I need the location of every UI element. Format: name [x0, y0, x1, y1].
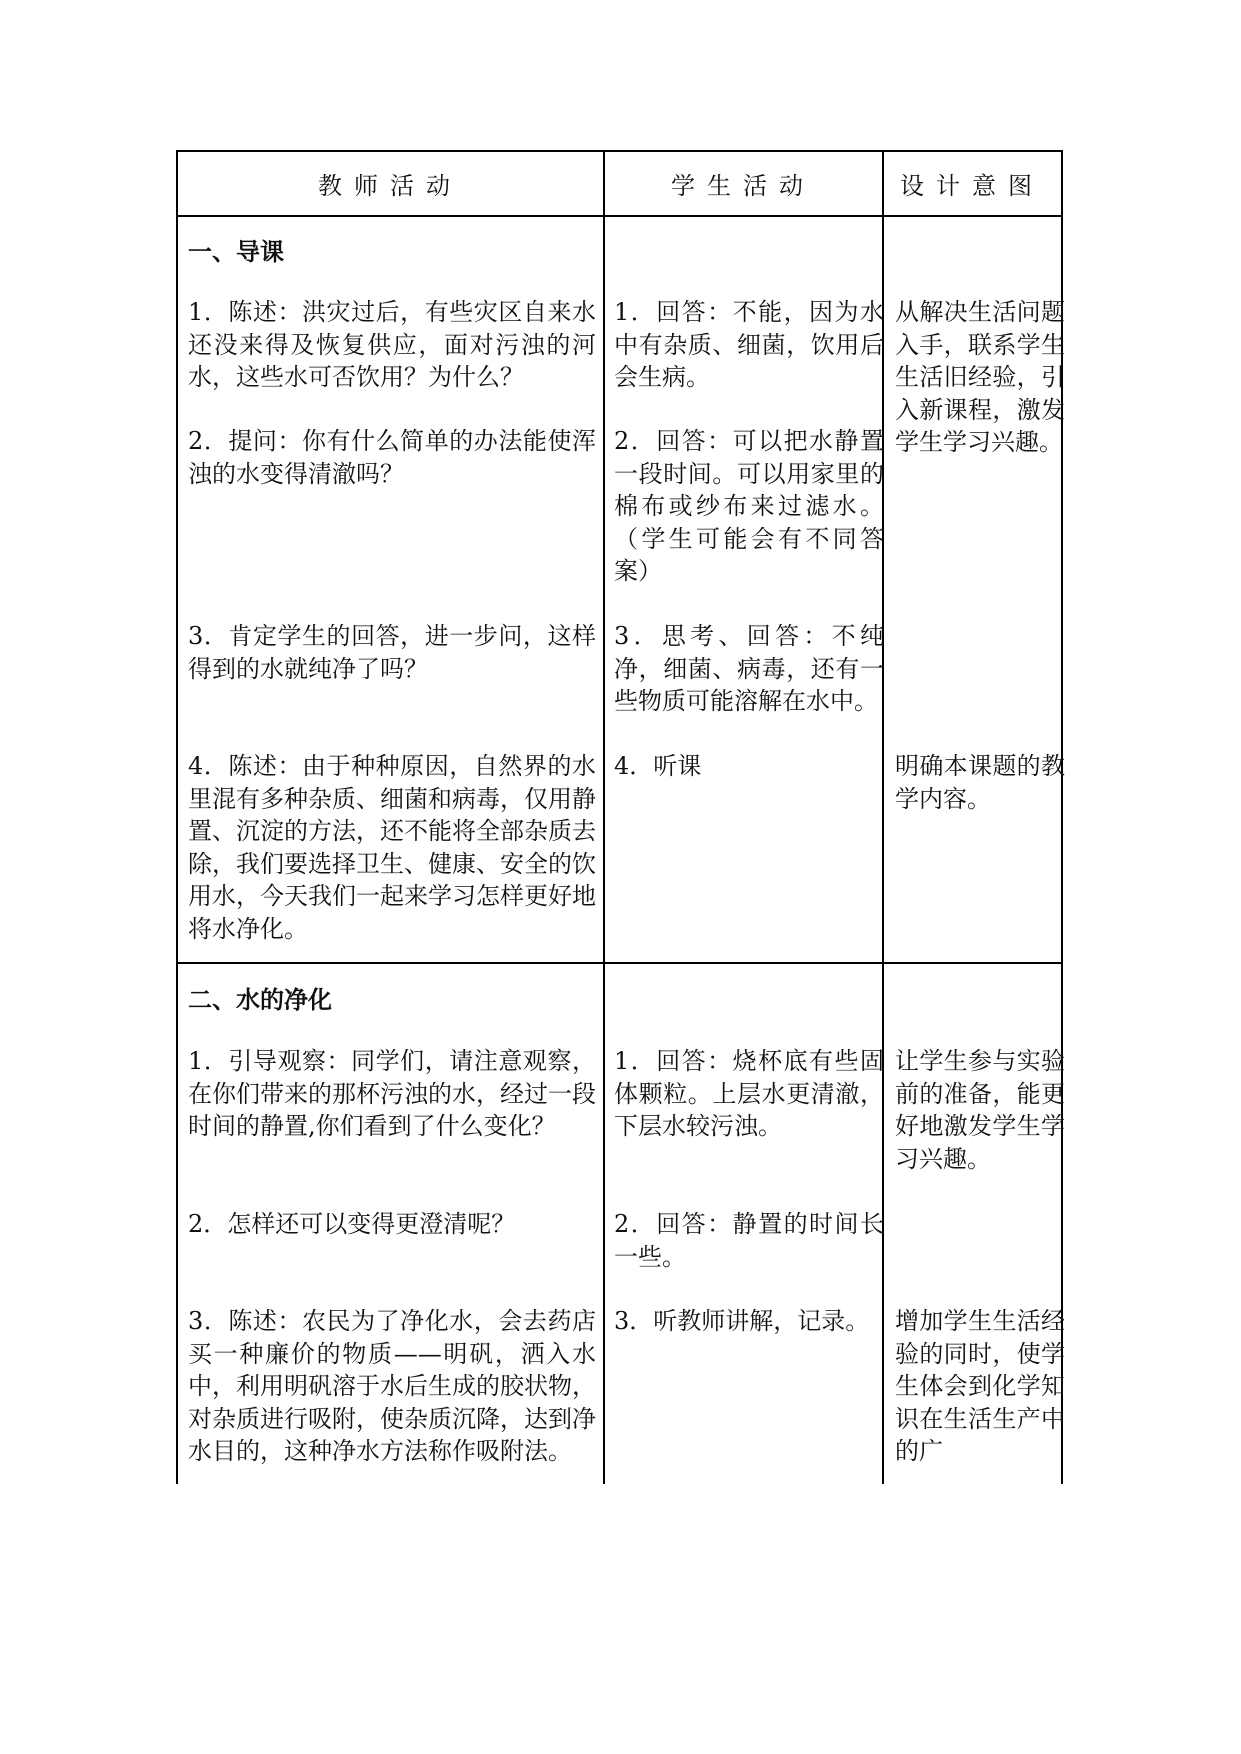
teacher-activity: 3．陈述：农民为了净化水，会去药店买一种廉价的物质——明矾，洒入水中，利用明矾溶于水后生成的胶状物，对杂质进行吸附，使杂质沉降，达到净水目的，这种净水方法称作吸附法。 — [188, 1307, 596, 1465]
student-activity: 2．回答：静置的时间长一些。 — [614, 1210, 884, 1271]
teacher-activity: 2．提问：你有什么简单的办法能使浑浊的水变得清澈吗？ — [188, 427, 596, 488]
section-title: 二、水的净化 — [188, 986, 332, 1014]
student-activity: 3．思考、回答：不纯净，细菌、病毒，还有一些物质可能溶解在水中。 — [614, 622, 884, 715]
teacher-activity: 1．陈述：洪灾过后，有些灾区自来水还没来得及恢复供应，面对污浊的河水，这些水可否饮用？为什么？ — [188, 298, 596, 391]
teacher-activity: 1．引导观察：同学们，请注意观察，在你们带来的那杯污浊的水，经过一段时间的静置,你们看到了什么变化？ — [188, 1047, 596, 1140]
design-intent: 从解决生活问题入手，联系学生生活旧经验，引入新课程，激发学生学习兴趣。 — [895, 298, 1065, 456]
table-border-section — [176, 962, 1062, 964]
student-activity: 3．听教师讲解，记录。 — [614, 1307, 870, 1335]
design-intent: 明确本课题的教学内容。 — [895, 752, 1065, 813]
design-intent: 增加学生生活经验的同时，使学生体会到化学知识在生活生产中的广 — [895, 1307, 1065, 1465]
design-intent: 让学生参与实验前的准备，能更好地激发学生学习兴趣。 — [895, 1047, 1065, 1173]
teacher-activity: 4．陈述：由于种种原因，自然界的水里混有多种杂质、细菌和病毒，仅用静置、沉淀的方法，还不能将全部杂质去除，我们要选择卫生、健康、安全的饮用水，今天我们一起来学习怎样更好地将水净化。 — [188, 752, 596, 943]
teacher-activity: 2．怎样还可以变得更澄清呢？ — [188, 1210, 516, 1238]
table-border-left — [176, 150, 178, 1484]
student-activity: 1．回答：烧杯底有些固体颗粒。上层水更清澈，下层水较污浊。 — [614, 1047, 884, 1140]
student-activity: 1．回答：不能，因为水中有杂质、细菌，饮用后会生病。 — [614, 298, 884, 391]
table-border-col1 — [603, 150, 605, 1484]
header-teacher-activity: 教师活动 — [318, 171, 462, 200]
student-activity: 4．听课 — [614, 752, 702, 780]
header-design-intent: 设计意图 — [900, 171, 1044, 200]
student-activity: 2．回答：可以把水静置一段时间。可以用家里的棉布或纱布来过滤水。（学生可能会有不同答案） — [614, 427, 884, 585]
teacher-activity: 3．肯定学生的回答，进一步问，这样得到的水就纯净了吗？ — [188, 622, 596, 683]
section-title: 一、导课 — [188, 238, 284, 266]
header-student-activity: 学生活动 — [671, 171, 815, 200]
